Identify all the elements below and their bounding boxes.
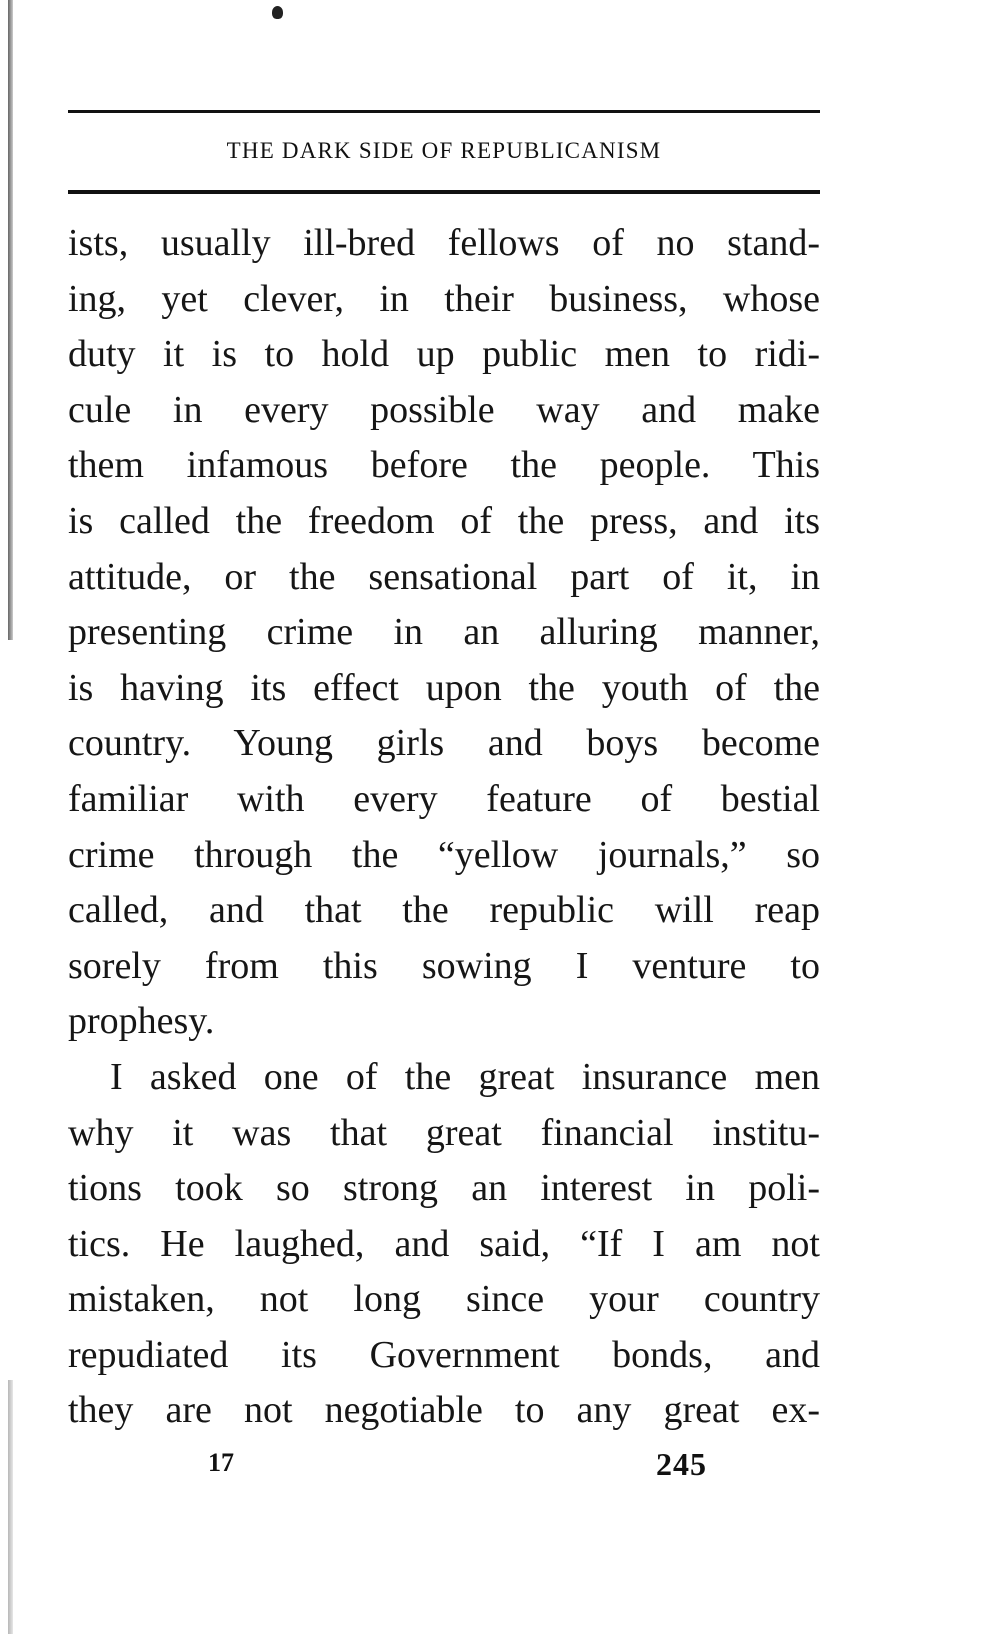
text-line: sorely from this sowing I venture to bbox=[68, 944, 820, 987]
text-line: is called the freedom of the press, and its bbox=[68, 499, 820, 542]
scan-edge-artifact-lower bbox=[8, 1380, 13, 1634]
signature-mark: 17 bbox=[208, 1448, 234, 1477]
text-line: tics. He laughed, and said, “If I am not bbox=[68, 1222, 820, 1265]
header-rule-top bbox=[68, 110, 820, 113]
text-line: crime through the “yellow journals,” so bbox=[68, 833, 820, 876]
text-line: ists, usually ill-bred fellows of no stand- bbox=[68, 222, 820, 264]
text-line: repudiated its Government bonds, and bbox=[68, 1333, 820, 1376]
text-line: duty it is to hold up public men to ridi- bbox=[68, 333, 820, 376]
text-line: called, and that the republic will reap bbox=[68, 889, 820, 932]
text-line: presenting crime in an alluring manner, bbox=[68, 611, 820, 654]
text-line: mistaken, not long since your country bbox=[68, 1278, 820, 1321]
text-line: attitude, or the sensational part of it, in bbox=[68, 555, 820, 598]
text-line: tions took so strong an interest in poli- bbox=[68, 1167, 820, 1210]
text-line: ing, yet clever, in their business, whose bbox=[68, 277, 820, 320]
text-line: them infamous before the people. This bbox=[68, 444, 820, 487]
running-head: THE DARK SIDE OF REPUBLICANISM bbox=[226, 138, 662, 163]
text-line: familiar with every feature of bestial bbox=[68, 777, 820, 820]
scan-edge-artifact bbox=[8, 0, 13, 640]
text-line: I asked one of the great insurance men bbox=[110, 1055, 820, 1098]
text-line: is having its effect upon the youth of the bbox=[68, 666, 820, 709]
text-line: why it was that great financial institu- bbox=[68, 1111, 820, 1154]
body-text bbox=[68, 216, 820, 1439]
page-number: 245 bbox=[656, 1446, 707, 1482]
text-line: country. Young girls and boys become bbox=[68, 722, 820, 765]
text-line: prophesy. bbox=[68, 1000, 215, 1043]
text-line: they are not negotiable to any great ex- bbox=[68, 1389, 820, 1432]
header-rule-bottom bbox=[68, 190, 820, 194]
ink-blot-mark bbox=[272, 6, 283, 19]
text-line: cule in every possible way and make bbox=[68, 388, 820, 431]
